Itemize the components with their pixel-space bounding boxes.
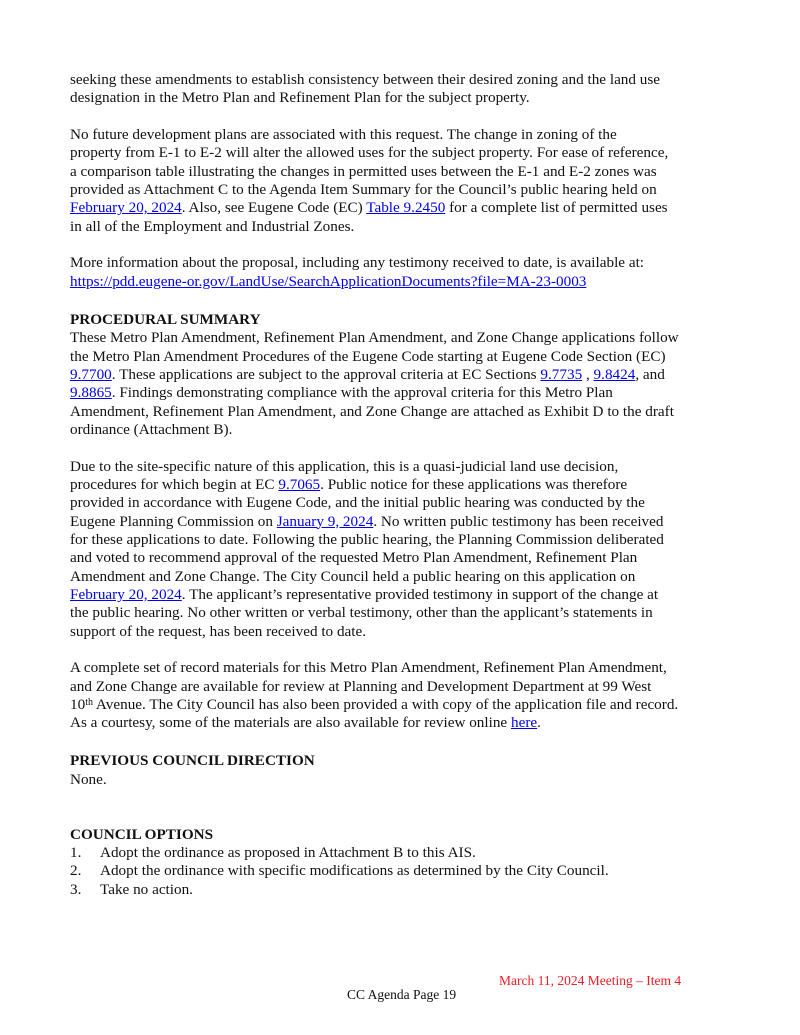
text-line: [70, 71, 740, 89]
hyperlink[interactable]: 9.7700: [70, 365, 112, 383]
council-options-list: [70, 844, 740, 899]
list-item: [70, 862, 740, 880]
hyperlink[interactable]: 9.8424: [593, 365, 636, 383]
text-segment: ordinance (Attachment B).: [70, 420, 233, 438]
previous-council-direction-text: None.: [70, 770, 107, 788]
text-segment: , and: [635, 365, 665, 383]
text-segment: . Findings demonstrating compliance with the approval criteria for this Metro Plan: [111, 384, 613, 402]
text-segment: A complete set of record materials for this Metro Plan Amendment, Refinement Plan Amendment,: [70, 659, 667, 677]
list-text: Adopt the ordinance as proposed in Attachment B to this AIS.: [100, 844, 476, 862]
text-line: [70, 273, 740, 291]
text-line: [70, 384, 740, 402]
paragraph: [70, 659, 740, 732]
text-line: [70, 89, 740, 107]
text-segment: . The applicant’s representative provided testimony in support of the change at: [181, 585, 659, 603]
text-segment: designation in the Metro Plan and Refinement Plan for the subject property.: [70, 89, 530, 107]
paragraph: [70, 254, 740, 291]
text-segment: Eugene Planning Commission on: [70, 512, 277, 530]
procedural-summary-heading: PROCEDURAL SUMMARY: [70, 310, 261, 328]
text-segment: Amendment, Refinement Plan Amendment, and Zone Change are attached as Exhibit D to the draft: [70, 402, 674, 420]
text-segment: Avenue. The City Council has also been provided a with copy of the application file and record.: [92, 696, 679, 714]
hyperlink[interactable]: February 20, 2024: [70, 585, 182, 603]
hyperlink[interactable]: https://pdd.eugene-or.gov/LandUse/SearchApplicationDocuments?file=MA-23-0003: [70, 272, 587, 290]
text-segment: Due to the site-specific nature of this application, this is a quasi-judicial land use decision,: [70, 457, 619, 475]
previous-council-direction-heading: PREVIOUS COUNCIL DIRECTION: [70, 752, 315, 770]
text-segment: . No written public testimony has been received: [373, 512, 664, 530]
text-line: [70, 714, 740, 732]
text-segment: in all of the Employment and Industrial Zones.: [70, 217, 355, 235]
text-segment: . Also, see Eugene Code (EC): [181, 199, 367, 217]
text-line: [70, 549, 740, 567]
page-number: CC Agenda Page 19: [347, 987, 457, 1002]
text-segment: provided as Attachment C to the Agenda Item Summary for the Council’s public hearing held on: [70, 181, 657, 199]
text-segment: the Metro Plan Amendment Procedures of the Eugene Code starting at Eugene Code Section (EC): [70, 347, 666, 365]
council-options-heading: COUNCIL OPTIONS: [70, 825, 214, 843]
text-segment: These Metro Plan Amendment, Refinement Plan Amendment, and Zone Change applications follow: [70, 329, 679, 347]
text-segment: support of the request, has been received to date.: [70, 622, 367, 640]
text-segment: for these applications to date. Following the public hearing, the Planning Commission deliberated: [70, 530, 664, 548]
text-segment: . Public notice for these applications was therefore: [320, 475, 628, 493]
paragraph: [70, 126, 740, 236]
list-number: 2.: [70, 862, 82, 880]
text-line: [70, 513, 740, 531]
text-line: [70, 181, 740, 199]
text-line: [70, 126, 740, 144]
text-line: [70, 403, 740, 421]
text-line: [70, 623, 740, 641]
text-line: [70, 218, 740, 236]
text-segment: the public hearing. No other written or verbal testimony, other than the applicant’s statements in: [70, 604, 653, 622]
text-segment: and Zone Change are available for review at Planning and Development Department at 99 West: [70, 677, 652, 695]
paragraph: [70, 329, 740, 439]
text-segment: Amendment and Zone Change. The City Council held a public hearing on this application on: [70, 567, 636, 585]
text-line: [70, 254, 740, 272]
list-item: [70, 881, 740, 899]
text-line: [70, 494, 740, 512]
hyperlink[interactable]: February 20, 2024: [70, 199, 182, 217]
text-segment: . These applications are subject to the approval criteria at EC Sections: [111, 365, 541, 383]
list-text: Take no action.: [100, 880, 193, 898]
text-segment: As a courtesy, some of the materials are also available for review online: [70, 714, 511, 732]
text-line: [70, 199, 740, 217]
text-line: [70, 678, 740, 696]
text-segment: procedures for which begin at EC: [70, 475, 279, 493]
text-line: [70, 348, 740, 366]
document-body: [70, 71, 740, 899]
text-segment: for a complete list of permitted uses: [445, 199, 668, 217]
text-line: [70, 329, 740, 347]
text-line: [70, 604, 740, 622]
list-item: [70, 844, 740, 862]
hyperlink[interactable]: 9.8865: [70, 384, 112, 402]
paragraph: [70, 71, 740, 108]
hyperlink[interactable]: 9.7735: [540, 365, 583, 383]
text-line: [70, 163, 740, 181]
text-segment: seeking these amendments to establish consistency between their desired zoning and the land use: [70, 71, 661, 88]
list-text: Adopt the ordinance with specific modifications as determined by the City Council.: [100, 862, 609, 880]
text-line: [70, 366, 740, 384]
procedural-summary-section: [70, 329, 740, 733]
text-line: [70, 144, 740, 162]
text-line: [70, 421, 740, 439]
hyperlink[interactable]: Table 9.2450: [366, 199, 446, 217]
text-segment: ,: [582, 365, 594, 383]
intro-section: [70, 71, 740, 291]
text-segment: No future development plans are associated with this request. The change in zoning of the: [70, 126, 617, 144]
text-line: [70, 568, 740, 586]
list-number: 1.: [70, 844, 82, 862]
hyperlink[interactable]: 9.7065: [278, 475, 321, 493]
text-segment: and voted to recommend approval of the requested Metro Plan Amendment, Refinement Plan: [70, 549, 638, 567]
meeting-footer: March 11, 2024 Meeting – Item 4: [499, 973, 682, 988]
paragraph: [70, 458, 740, 641]
text-line: [70, 531, 740, 549]
text-line: [70, 659, 740, 677]
text-segment: .: [537, 714, 541, 732]
text-line: [70, 458, 740, 476]
text-segment: More information about the proposal, including any testimony received to date, is available at:: [70, 254, 645, 272]
text-segment: 10: [70, 696, 86, 714]
text-line: [70, 696, 740, 714]
text-line: [70, 476, 740, 494]
text-segment: property from E-1 to E-2 will alter the allowed uses for the subject property. For ease of reference,: [70, 144, 669, 162]
hyperlink[interactable]: here: [510, 714, 538, 732]
text-segment: a comparison table illustrating the changes in permitted uses between the E-1 and E-2 zones was: [70, 162, 657, 180]
text-segment: th: [85, 697, 93, 709]
list-number: 3.: [70, 880, 82, 898]
text-line: [70, 586, 740, 604]
hyperlink[interactable]: January 9, 2024: [276, 512, 374, 530]
text-segment: provided in accordance with Eugene Code, and the initial public hearing was conducted by the: [70, 494, 645, 512]
